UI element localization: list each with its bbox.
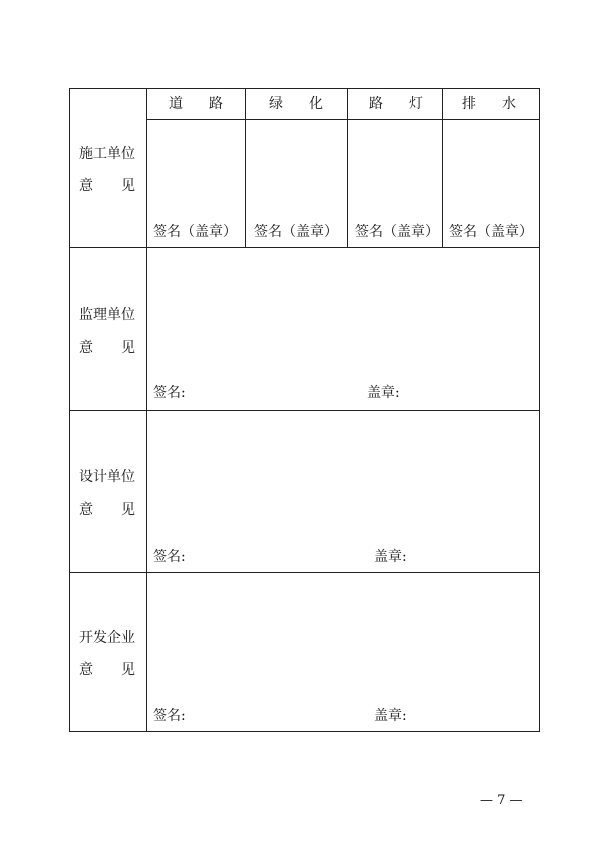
column-divider bbox=[442, 88, 443, 248]
construction-label: 施工单位 bbox=[79, 146, 135, 162]
design-label: 设计单位 bbox=[79, 469, 135, 485]
column-header-road: 道 路 bbox=[169, 96, 223, 112]
column-header-greening: 绿 化 bbox=[269, 96, 323, 112]
supervision-sign-label: 签名: bbox=[153, 385, 186, 401]
developer-label-opinion: 意 见 bbox=[79, 662, 135, 678]
row-divider bbox=[69, 247, 540, 248]
developer-stamp-label: 盖章: bbox=[374, 708, 407, 724]
construction-label-opinion: 意 见 bbox=[79, 178, 135, 194]
page-number: — 7 — bbox=[480, 793, 523, 808]
signature-drainage: 签名（盖章） bbox=[449, 224, 533, 240]
supervision-stamp-label: 盖章: bbox=[367, 385, 400, 401]
design-sign-label: 签名: bbox=[153, 549, 186, 565]
table-border-bottom bbox=[69, 731, 540, 732]
row-divider bbox=[69, 572, 540, 573]
table-border-top bbox=[69, 88, 540, 89]
approval-form-table bbox=[69, 88, 540, 732]
column-divider bbox=[245, 88, 246, 248]
column-divider bbox=[347, 88, 348, 248]
row-divider bbox=[69, 410, 540, 411]
design-label-opinion: 意 见 bbox=[79, 502, 135, 518]
header-divider bbox=[146, 119, 540, 120]
signature-greening: 签名（盖章） bbox=[254, 224, 338, 240]
supervision-label: 监理单位 bbox=[79, 307, 135, 323]
developer-sign-label: 签名: bbox=[153, 708, 186, 724]
developer-label: 开发企业 bbox=[79, 630, 135, 646]
column-header-drainage: 排 水 bbox=[462, 96, 516, 112]
signature-road: 签名（盖章） bbox=[153, 224, 237, 240]
column-header-streetlight: 路 灯 bbox=[369, 96, 423, 112]
signature-streetlight: 签名（盖章） bbox=[355, 224, 439, 240]
design-stamp-label: 盖章: bbox=[374, 549, 407, 565]
supervision-label-opinion: 意 见 bbox=[79, 340, 135, 356]
